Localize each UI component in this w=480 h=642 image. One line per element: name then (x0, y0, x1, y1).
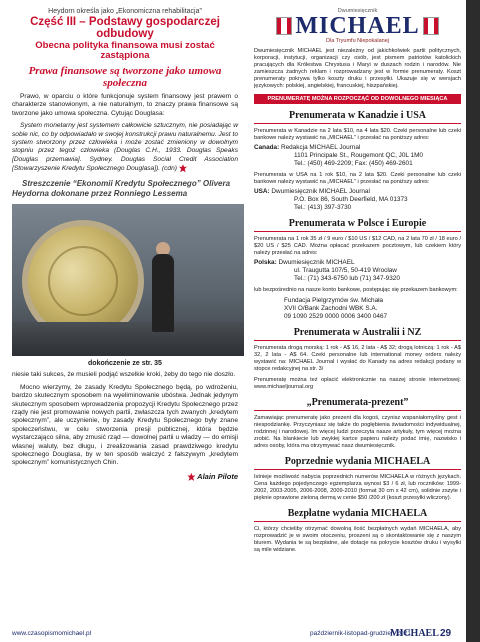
gift-text: Zamawiając prenumeratę jako prezent dla kogoś, czynisz wspaniałomyślny gest i niespodziankę. Przyczyniasz się także do pogłębienia świadomości indywidualnej, rodzinnej i narodowej. Im więcej ludzi przeczyta nasze artykuły, tym więcej można zrobić. Na blankiecie lub zwykłej kartce papieru należy podać imię, nazwisko i adres osoby, która ma otrzymywać nasz dwumiesięcznik. (254, 415, 461, 449)
canada-addr-3: Tel.: (450) 469-2209; Fax: (450) 469-2601 (294, 160, 413, 167)
back-issues-text: Istnieje możliwość nabycia poprzednich numerów MICHAELA w różnych językach. Cena każdego pojedynczego egzemplarza wynosi $3 / 6 zł, lub roczników: 1999-2002, 2003-2005, 2006-2008, 2009-2010 (format 30 cm x 42 cm), solidnie zszyte i pięknie oprawione zieloną dermą w cenie $50 /200 zł (koszt przesyłki wliczony). (254, 474, 461, 501)
online-text: Prenumeratę można też opłacić elektronicznie na naszej stronie internetowej: www.michaeljournal.org (254, 377, 461, 390)
footer-date: październik-listopad-grudzień 2021 (310, 630, 411, 637)
gift-title: „Prenumerata-prezent” (254, 397, 461, 411)
usa-addr-1: Dwumiesięcznik MICHAEL Journal (271, 188, 370, 195)
person-pushing-coin (152, 254, 174, 332)
part-title: Część III – Podstawy gospodarczej odbudowy (30, 16, 220, 40)
australia-text: Prenumerata drogą morską: 1 rok - A$ 16, 2 lata - A$ 32; drogą lotniczą: 1 rok - A$ 32, 2 lata - A$ 64. Czeki personalne lub international money orders należy wystawić na: MICHAEL Journal i wysłać do Kanady na adres redakcji podany w stopce redakcyjnej na str. 3/ (254, 345, 461, 372)
footer-brand: MICHAEL (390, 628, 439, 639)
canada-addr-1: Redakcja MICHAEL Journal (281, 144, 361, 151)
poland-title: Prenumerata w Polsce i Europie (254, 218, 461, 232)
footer-url[interactable]: www.czasopismomichael.pl (12, 630, 92, 637)
canada-label: Canada: (254, 144, 280, 151)
brand-logo (254, 14, 461, 38)
paragraph-2: niesie taki sukces, że musieli podjąć wszelkie kroki, żeby do tego nie doszło. (12, 371, 236, 379)
canada-addr-2: 1101 Principale St., Rougemont QC, J0L 1M0 (294, 152, 423, 159)
page-edge-strip (466, 0, 480, 642)
footer (0, 628, 466, 642)
bank-line-2: XVII O/Bank Zachodni WBK S.A. (284, 305, 378, 312)
poland-address (254, 259, 461, 283)
back-issues-title: Poprzednie wydania MICHAELA (254, 456, 461, 470)
photo-ground (12, 322, 244, 356)
poland-text: Prenumerata na 1 rok 35 zł / 9 euro / $10 US / $12 CAD, na 2 lata 70 zł / 18 euro / $20 US / $25 CAD. Można opłacać przekazem pocztowym, lub czekiem który należy przesłać na adres: (254, 236, 461, 256)
brand-name: MICHAEL (295, 13, 420, 39)
usa-address (254, 188, 461, 212)
australia-title: Prenumerata w Australii i NZ (254, 327, 461, 341)
bank-details (254, 297, 461, 321)
poland-bank-text: lub bezpośrednio na nasze konto bankowe, postępując się przekazem bankowym: (254, 287, 458, 293)
usa-addr-2: P.O. Box 86, South Deerfield, MA 01373 (294, 196, 408, 203)
usa-label: USA: (254, 188, 270, 195)
summary: Streszczenie “Ekonomii Kredytu Społecznego” Olivera Heydorna dokonane przez Ronniego Lessema (12, 179, 231, 198)
page-number: 29 (440, 628, 452, 639)
poland-addr-3: Tel.: (71) 343-6750 lub (71) 347-9320 (294, 275, 400, 282)
free-issues-title: Bezpłatne wydania MICHAELA (254, 508, 461, 522)
author-signature (12, 472, 238, 481)
flag-icon (276, 17, 292, 35)
poland-addr-2: ul. Traugutta 107/5, 50-419 Wrocław (294, 267, 397, 274)
canada-title: Prenumerata w Kanadzie i USA (254, 110, 461, 124)
kicker: Heydorn określa jako „Ekonomiczna rehabilitacja” (48, 8, 202, 15)
usa-text: Prenumerata w USA na 1 rok $10, na 2 lata $20. Czeki personalne lub czeki bankowe należy wystawić na „MICHAEL” i przesłać na poniższy adres: (254, 172, 461, 185)
maple-leaf-icon (187, 473, 195, 481)
section-heading: Prawa finansowe są tworzone jako umowa społeczna (28, 65, 222, 89)
free-issues-text: Ci, którzy chcieliby otrzymać dowolną ilość bezpłatnych wydań MICHAELA, aby rozprowadzić je w swoim otoczeniu, proszeni są o skontaktowanie się z naszym biurem. Wydania te są bezpłatne, ale dotacje na pokrycie kosztów druku i wysyłki są mile widziane. (254, 526, 461, 553)
bank-line-1: Fundacja Pielgrzymów św. Michała (284, 297, 384, 304)
sub-title: Obecna polityka finansowa musi zostać zastąpiona (35, 40, 215, 61)
canada-address (254, 144, 461, 168)
intro-text: Dwumiesięcznik MICHAEL jest niezależny od jakichkolwiek partii politycznych, korporacji, instytucji, organizacji czy osób, jest pismem patriotów katolickich pracujących dla Królestwa Chrystusa i Maryi w duszach rodzin i narodów. Nie zamieszcza żadnych reklam i rozprowadzany jest w formie prenumeraty. Koszt prenumeraty pokrywa tylko koszty druku i przesyłki. Ukazuje się w wersjach językowych: polskiej, angielskiej, francuskiej, hiszpańskiej. (254, 48, 461, 89)
quote (12, 122, 238, 173)
masthead-top: Dwumiesięcznik (337, 8, 378, 14)
paragraph-1: Prawo, w oparciu o które funkcjonuje system finansowy jest prawem o charakterze stanowionym, a nie naturalnym, to znaczy prawa finansowe są tworzone jako umowa społeczna. Cytując Douglasa: (12, 93, 238, 117)
poland-addr-1: Dwumiesięcznik MICHAEL (278, 259, 355, 266)
coin-photo (12, 204, 244, 356)
poland-label: Polska: (254, 259, 277, 266)
masthead (254, 8, 461, 44)
paragraph-3: Mocno wierzymy, że zasady Kredytu Społecznego będą, po wdrożeniu, bardzo skutecznym sposobem na wyeliminowanie ubóstwa. Jednak jedynym skutecznym sposobem wprowadzenia propozycji Kredytu Społecznego przez rządy nie jest promowanie nowych partii, zwłaszcza tych zwanych „kredytem społecznym”, ale uczynienie, by zasady Kredytu Społecznego były znane społeczeństwu, w celu stworzenia presji publicznej, która będzie wystarczająco silna, aby zmusić rząd — dowolnej partii u władzy — do emisji własnej waluty, bez długu, i zrealizowania zasad prawdziwego kredytu społecznego Douglasa, by w ten sposób walczyć z fałszywym „kredytem społecznym” komunistycznych Chin. (12, 383, 238, 467)
tagline: Dla Tryumfu Niepokalanej (326, 38, 389, 44)
maple-leaf-icon (179, 164, 187, 172)
coin-inner-ring (48, 246, 118, 316)
right-column (250, 0, 465, 628)
quote-text: System monetarny jest systemem całkowicie sztucznym, nie posiadając w sobie nic, co by odpowiadało w swojej konstrukcji prawu naturalnemu. Jest to system stworzony przez człowieka i może zostać zmieniony w dowolnym stopniu przez tegoż człowieka (Douglas C.H., 1933. Douglas Speaks [Douglas przemawia]. Sydney. Douglas Social Credit Association [Stowarzyszenie Kredytu Społecznego Douglasa]). (cdn) (12, 122, 238, 172)
author-name: Alain Pilote (197, 471, 238, 481)
flag-icon (423, 17, 439, 35)
usa-addr-3: Tel.: (413) 397-3730 (294, 204, 352, 211)
canada-text: Prenumerata w Kanadzie na 2 lata $10, na 4 lata $20. Czeki personalne lub czeki bankowe należy wystawić na „MICHAEL” i przesłać na poniższy adres: (254, 128, 461, 141)
bank-line-3: 09 1090 2529 0000 0006 3400 0467 (284, 313, 388, 320)
subscription-banner: PRENUMERATĘ MOŻNA ROZPOCZĄĆ OD DOWOLNEGO MIESIĄCA (254, 94, 461, 104)
continued-note: dokończenie ze str. 35 (88, 360, 162, 368)
